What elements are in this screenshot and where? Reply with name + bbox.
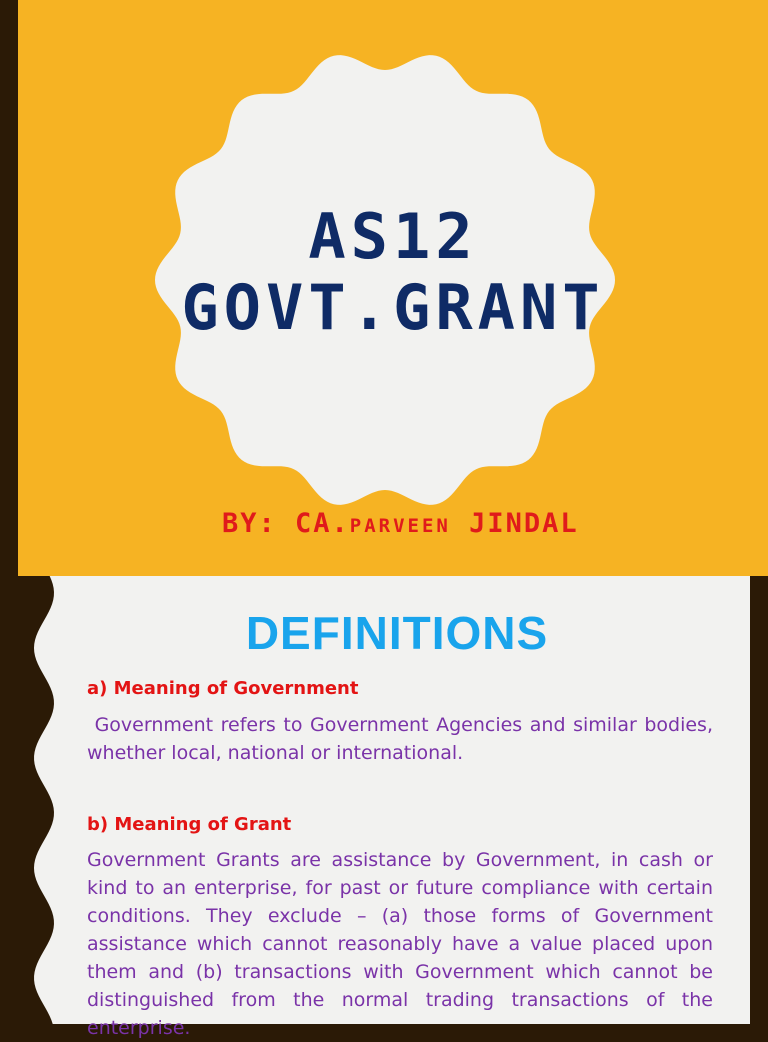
paragraph-government: Government refers to Government Agencies and similar bodies, whether local, national or international. <box>87 714 720 764</box>
byline-prefix: BY: CA. <box>222 508 350 539</box>
definitions-slide <box>0 576 768 1039</box>
definitions-title: DEFINITIONS <box>245 607 549 659</box>
heading-meaning-of-grant: b) Meaning of Grant <box>87 814 292 835</box>
byline-last-name: JINDAL <box>450 508 579 539</box>
slide-title-line1: AS12 <box>308 200 478 273</box>
slide-title-line2: GOVT.GRANT <box>181 271 605 344</box>
title-slide <box>18 0 768 576</box>
left-dark-strip <box>0 0 18 576</box>
slide-content <box>42 576 752 1039</box>
paragraph-grant: Government Grants are assistance by Government, in cash or kind to an enterprise, for past or future compliance with certain conditions. They exclude – (a) those forms of Government assistance which cannot reasonably have a value placed upon them and (b) transactions with Government which cannot be distinguished from the normal trading transactions of the enterprise. <box>87 849 713 1039</box>
heading-meaning-of-government: a) Meaning of Government <box>87 678 359 699</box>
byline-first-name: PARVEEN <box>349 515 451 537</box>
author-byline <box>222 508 579 539</box>
